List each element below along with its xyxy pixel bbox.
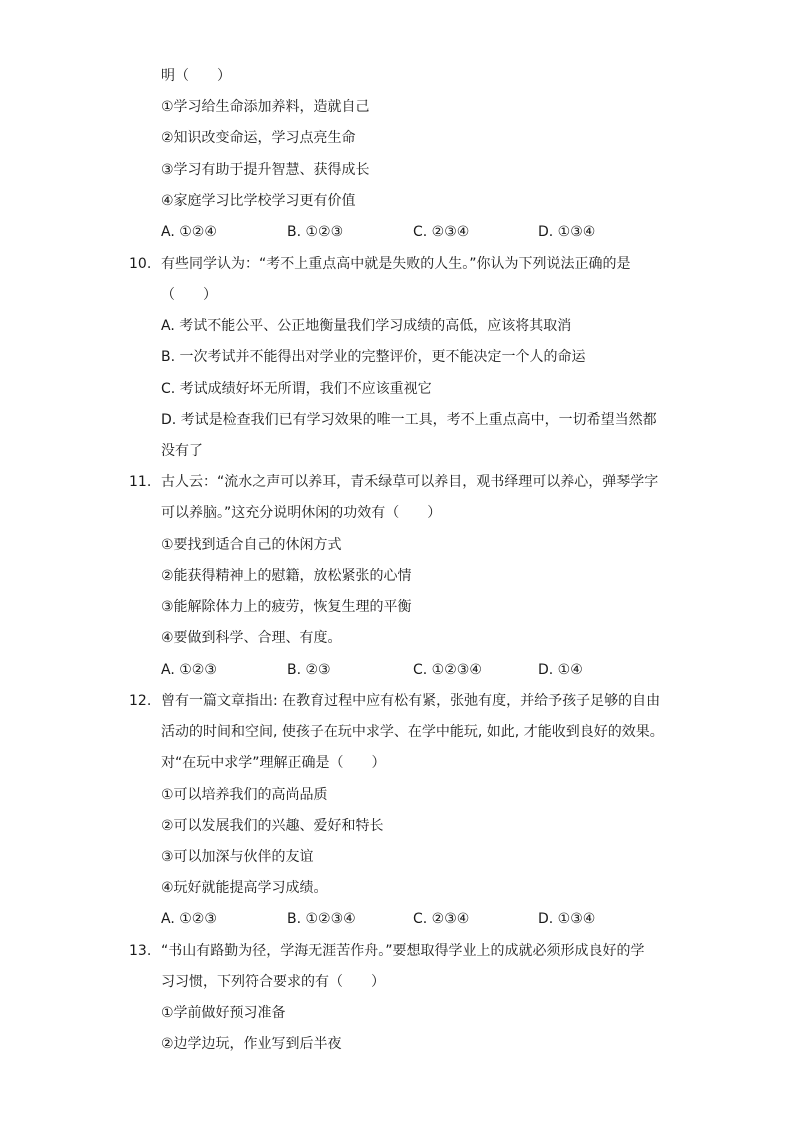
q12-option-b: B. ①②③④	[287, 911, 356, 927]
q11-item-2: ②能获得精神上的慰籍，放松紧张的心情	[161, 568, 412, 584]
q10-choice-d: D. 考试是检查我们已有学习效果的唯一工具，考不上重点高中，一切希望当然都	[161, 412, 657, 428]
q10-choice-d-cont: 没有了	[161, 443, 203, 459]
q10-number: 10.	[129, 256, 152, 272]
q10-choice-b: B. 一次考试并不能得出对学业的完整评价，更不能决定一个人的命运	[161, 349, 586, 365]
q9-item-3: ③学习有助于提升智慧、获得成长	[161, 162, 370, 178]
q13-stem-line-1: “书山有路勤为径，学海无涯苦作舟。”要想取得学业上的成就必须形成良好的学	[161, 943, 645, 959]
q10-choice-c: C. 考试成绩好坏无所谓，我们不应该重视它	[161, 381, 432, 397]
q13-stem-line-2: 习习惯，下列符合要求的有（ ）	[161, 974, 385, 990]
q9-stem-tail: 明（ ）	[161, 68, 231, 84]
q11-option-d: D. ①④	[538, 662, 583, 678]
q12-stem-line-3: 对“在玩中求学”理解正确是（ ）	[161, 755, 386, 771]
q9-item-2: ②知识改变命运，学习点亮生命	[161, 130, 356, 146]
q12-option-a: A. ①②③	[161, 911, 217, 927]
q11-number: 11.	[129, 474, 152, 490]
q11-item-4: ④要做到科学、合理、有度。	[161, 630, 342, 646]
q12-options	[161, 909, 681, 929]
q12-item-1: ①可以培养我们的高尚品质	[161, 787, 328, 803]
q11-option-c: C. ①②③④	[413, 662, 482, 678]
q10-stem-line-1: 有些同学认为：“考不上重点高中就是失败的人生。”你认为下列说法正确的是	[161, 256, 631, 272]
q11-option-a: A. ①②③	[161, 662, 217, 678]
q11-stem-line-2: 可以养脑。”这充分说明休闲的功效有（ ）	[161, 505, 442, 521]
q9-option-a: A. ①②④	[161, 224, 217, 240]
q9-item-4: ④家庭学习比学校学习更有价值	[161, 193, 356, 209]
q9-option-b: B. ①②③	[287, 224, 344, 240]
q12-option-c: C. ②③④	[413, 911, 470, 927]
q10-stem-line-2: （ ）	[161, 287, 217, 303]
q9-item-1: ①学习给生命添加养料，造就自己	[161, 99, 370, 115]
q13-item-1: ①学前做好预习准备	[161, 1005, 286, 1021]
q12-option-d: D. ①③④	[538, 911, 596, 927]
q12-stem-line-2: 活动的时间和空间, 使孩子在玩中求学、在学中能玩, 如此, 才能收到良好的效果。	[161, 724, 664, 740]
q12-number: 12.	[129, 693, 152, 709]
q12-stem-line-1: 曾有一篇文章指出: 在教育过程中应有松有紧，张弛有度，并给予孩子足够的自由	[161, 693, 661, 709]
q9-option-c: C. ②③④	[413, 224, 470, 240]
q13-item-2: ②边学边玩，作业写到后半夜	[161, 1036, 342, 1052]
q9-option-d: D. ①③④	[538, 224, 596, 240]
q12-item-4: ④玩好就能提高学习成绩。	[161, 880, 328, 896]
q9-options	[161, 222, 681, 242]
q11-item-3: ③能解除体力上的疲劳，恢复生理的平衡	[161, 599, 412, 615]
q11-item-1: ①要找到适合自己的休闲方式	[161, 537, 342, 553]
q10-choice-a: A. 考试不能公平、公正地衡量我们学习成绩的高低，应该将其取消	[161, 318, 572, 334]
q11-stem-line-1: 古人云：“流水之声可以养耳，青禾绿草可以养目，观书绎理可以养心，弹琴学字	[161, 474, 659, 490]
q11-options	[161, 660, 681, 680]
q11-option-b: B. ②③	[287, 662, 331, 678]
q12-item-2: ②可以发展我们的兴趣、爱好和特长	[161, 818, 384, 834]
q12-item-3: ③可以加深与伙伴的友谊	[161, 849, 314, 865]
q13-number: 13.	[129, 943, 152, 959]
